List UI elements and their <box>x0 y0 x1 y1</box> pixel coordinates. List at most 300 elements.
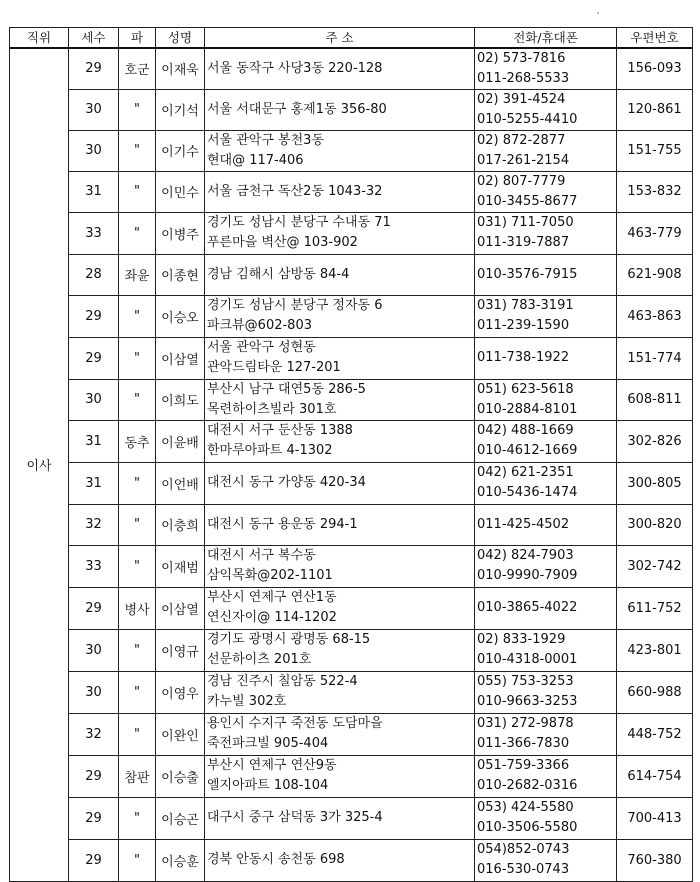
member-name: 이민수 <box>161 186 199 201</box>
phone-cell <box>475 171 617 212</box>
name-cell <box>156 379 205 420</box>
address-line-2: 죽전파크빌 905-404 <box>207 736 329 751</box>
phone-line-2: 010-3506-5580 <box>477 820 578 835</box>
address-line-1: 서울 서대문구 홍제1동 356-80 <box>207 101 387 117</box>
address-cell <box>205 212 475 254</box>
address-cell <box>205 629 475 671</box>
table-row <box>10 89 693 130</box>
phone-line-1: 054)852-0743 <box>477 842 570 857</box>
address-line-1: 대전시 동구 가양동 420-34 <box>207 475 366 490</box>
address-cell <box>205 420 475 462</box>
table-row <box>10 420 693 462</box>
member-name: 이삼열 <box>161 602 199 618</box>
name-cell <box>156 462 205 504</box>
zip-value: 448-752 <box>627 726 682 742</box>
name-cell <box>156 420 205 462</box>
member-name: 이승오 <box>161 310 199 326</box>
name-cell <box>156 171 205 212</box>
phone-line-2: 010-9663-3253 <box>477 694 578 709</box>
phone-cell <box>475 379 617 420</box>
address-line-1: 대전시 서구 둔산동 1388 <box>207 423 353 438</box>
phone-line-1: 011-738-1922 <box>477 350 570 365</box>
member-name: 이재욱 <box>161 63 199 78</box>
zip-value: 463-863 <box>627 308 682 324</box>
phone-cell <box>475 48 617 90</box>
generation-value: 29 <box>85 350 102 366</box>
address-line-1: 서울 관악구 봉천3동 <box>207 132 324 148</box>
phone-cell <box>475 545 617 587</box>
branch-cell <box>119 254 156 295</box>
phone-cell <box>475 755 617 797</box>
member-name: 이종현 <box>161 269 199 284</box>
address-line-2: 목련하이츠빌라 301호 <box>207 401 337 417</box>
generation-cell <box>69 587 119 629</box>
header-generation: 세수 <box>69 28 119 48</box>
generation-cell <box>69 379 119 420</box>
generation-value: 33 <box>85 558 102 574</box>
name-cell <box>156 545 205 587</box>
branch-cell <box>119 48 156 90</box>
phone-cell <box>475 713 617 755</box>
name-cell <box>156 254 205 295</box>
branch-cell <box>119 755 156 797</box>
member-name: 이기석 <box>161 104 199 119</box>
phone-cell <box>475 130 617 171</box>
branch-value: " <box>134 642 140 658</box>
member-name: 이완인 <box>161 728 199 744</box>
name-cell <box>156 212 205 254</box>
phone-line-1: 055) 753-3253 <box>477 674 574 689</box>
member-name: 이병주 <box>161 227 199 243</box>
phone-cell <box>475 629 617 671</box>
member-name: 이승곤 <box>161 812 199 828</box>
generation-value: 31 <box>85 433 102 449</box>
header-branch: 파 <box>119 28 156 48</box>
phone-line-2: 010-5436-1474 <box>477 485 578 500</box>
zip-cell <box>617 337 693 379</box>
phone-line-1: 051-759-3366 <box>477 758 570 773</box>
zip-value: 302-742 <box>627 558 682 574</box>
zip-cell <box>617 629 693 671</box>
table-row <box>10 797 693 839</box>
name-cell <box>156 48 205 90</box>
generation-value: 31 <box>85 184 102 199</box>
generation-value: 29 <box>85 61 102 76</box>
name-cell <box>156 130 205 171</box>
zip-value: 120-861 <box>627 102 682 117</box>
branch-cell <box>119 89 156 130</box>
address-line-1: 부산시 연제구 연산9동 <box>207 758 337 773</box>
table-row <box>10 130 693 171</box>
branch-cell <box>119 337 156 379</box>
phone-line-2: 010-4318-0001 <box>477 652 578 667</box>
address-line-1: 대전시 서구 복수동 <box>207 548 316 563</box>
zip-cell <box>617 171 693 212</box>
generation-value: 30 <box>85 102 102 117</box>
zip-value: 151-774 <box>627 350 682 366</box>
address-line-1: 부산시 연제구 연산1동 <box>207 590 337 605</box>
phone-line-1: 042) 824-7903 <box>477 548 574 563</box>
address-cell <box>205 587 475 629</box>
address-line-2: 파크뷰@602-803 <box>207 318 312 333</box>
address-line-2: 푸른마을 벽산@ 103-902 <box>207 235 358 250</box>
phone-line-2: 011-366-7830 <box>477 736 570 751</box>
member-name: 이승훈 <box>161 854 199 870</box>
generation-value: 32 <box>85 726 102 742</box>
address-line-1: 경북 안동시 송천동 698 <box>207 852 345 867</box>
name-cell <box>156 337 205 379</box>
zip-cell <box>617 797 693 839</box>
zip-cell <box>617 755 693 797</box>
table-row <box>10 171 693 212</box>
branch-cell <box>119 295 156 337</box>
address-cell <box>205 254 475 295</box>
branch-cell <box>119 462 156 504</box>
phone-line-2: 010-3455-8677 <box>477 193 578 209</box>
member-name: 이희도 <box>161 394 199 409</box>
zip-cell <box>617 545 693 587</box>
address-cell <box>205 89 475 130</box>
zip-cell <box>617 130 693 171</box>
branch-value: 호군 <box>124 63 150 78</box>
address-cell <box>205 755 475 797</box>
address-cell <box>205 797 475 839</box>
phone-line-1: 02) 573-7816 <box>477 50 566 66</box>
address-line-1: 용인시 수지구 죽전동 도담마을 <box>207 716 383 731</box>
table-row <box>10 587 693 629</box>
position-label: 이사 <box>26 459 52 474</box>
generation-cell <box>69 797 119 839</box>
generation-cell <box>69 48 119 90</box>
address-line-1: 서울 관악구 성현동 <box>207 340 316 355</box>
name-cell <box>156 587 205 629</box>
generation-value: 29 <box>85 600 102 616</box>
phone-line-1: 010-3865-4022 <box>477 600 578 615</box>
address-line-1: 서울 금천구 독산2동 1043-32 <box>207 183 383 199</box>
member-name: 이삼열 <box>161 352 199 368</box>
branch-value: " <box>134 350 140 366</box>
generation-value: 30 <box>85 684 102 700</box>
branch-cell <box>119 629 156 671</box>
branch-value: " <box>134 392 140 407</box>
branch-cell <box>119 130 156 171</box>
table-row <box>10 755 693 797</box>
zip-cell <box>617 713 693 755</box>
zip-value: 614-754 <box>627 768 682 784</box>
name-cell <box>156 89 205 130</box>
phone-line-1: 02) 872-2877 <box>477 132 566 148</box>
branch-value: " <box>134 308 140 324</box>
address-line-1: 대구시 중구 삼덕동 3가 325-4 <box>207 810 383 825</box>
table-row <box>10 545 693 587</box>
phone-line-1: 031) 272-9878 <box>477 716 574 731</box>
table-row <box>10 212 693 254</box>
address-line-2: 한마루아파트 4-1302 <box>207 443 333 458</box>
branch-value: " <box>134 143 140 158</box>
zip-value: 423-801 <box>627 642 682 658</box>
phone-line-1: 031) 711-7050 <box>477 215 574 230</box>
address-cell <box>205 337 475 379</box>
phone-cell <box>475 462 617 504</box>
generation-cell <box>69 130 119 171</box>
member-name: 이재범 <box>161 560 199 576</box>
phone-line-2: 017-261-2154 <box>477 152 570 168</box>
address-cell <box>205 295 475 337</box>
name-cell <box>156 755 205 797</box>
phone-line-1: 010-3576-7915 <box>477 266 578 282</box>
branch-cell <box>119 797 156 839</box>
header-row <box>10 28 693 48</box>
branch-value: " <box>134 102 140 117</box>
zip-value: 463-779 <box>627 225 682 241</box>
branch-cell <box>119 379 156 420</box>
name-cell <box>156 671 205 713</box>
phone-line-1: 053) 424-5580 <box>477 800 574 815</box>
zip-value: 608-811 <box>627 392 682 407</box>
header-position: 직위 <box>10 28 69 48</box>
branch-cell <box>119 171 156 212</box>
zip-value: 300-820 <box>627 517 682 532</box>
zip-cell <box>617 504 693 545</box>
address-line-2: 삼익목화@202-1101 <box>207 568 333 583</box>
branch-value: " <box>134 810 140 826</box>
branch-cell <box>119 671 156 713</box>
address-line-1: 경기도 성남시 분당구 수내동 71 <box>207 215 391 230</box>
address-line-1: 경남 진주시 칠암동 522-4 <box>207 674 358 689</box>
branch-value: " <box>134 852 140 868</box>
generation-value: 32 <box>85 517 102 532</box>
member-name: 이기수 <box>161 145 199 160</box>
address-cell <box>205 839 475 881</box>
zip-value: 302-826 <box>627 433 682 449</box>
phone-cell <box>475 839 617 881</box>
table-row <box>10 671 693 713</box>
phone-line-2: 010-9990-7909 <box>477 568 578 583</box>
header-zip: 우편번호 <box>617 28 693 48</box>
member-name: 이충희 <box>161 519 199 534</box>
table-row <box>10 379 693 420</box>
member-rows <box>10 48 693 882</box>
generation-cell <box>69 755 119 797</box>
zip-cell <box>617 587 693 629</box>
zip-cell <box>617 671 693 713</box>
table-row <box>10 462 693 504</box>
header-name: 성명 <box>156 28 205 48</box>
phone-line-1: 031) 783-3191 <box>477 298 574 313</box>
phone-line-2: 010-5255-4410 <box>477 111 578 127</box>
generation-value: 28 <box>85 267 102 282</box>
branch-value: " <box>134 225 140 241</box>
member-name: 이영우 <box>161 686 199 702</box>
address-line-1: 경기도 광명시 광명동 68-15 <box>207 632 371 647</box>
address-line-2: 엘지아파트 108-104 <box>207 778 329 793</box>
header-address: 주 소 <box>205 28 475 48</box>
address-line-2: 연신자이@ 114-1202 <box>207 610 337 625</box>
branch-value: 동추 <box>124 435 150 451</box>
branch-value: " <box>134 726 140 742</box>
member-name: 이승출 <box>161 770 199 786</box>
branch-cell <box>119 212 156 254</box>
phone-line-2: 010-4612-1669 <box>477 443 578 458</box>
phone-line-1: 042) 621-2351 <box>477 465 574 480</box>
table-row <box>10 713 693 755</box>
phone-cell <box>475 587 617 629</box>
address-line-1: 경남 김해시 삼방동 84-4 <box>207 266 350 282</box>
generation-value: 33 <box>85 225 102 241</box>
branch-value: " <box>134 184 140 199</box>
zip-value: 760-380 <box>627 852 682 868</box>
generation-cell <box>69 254 119 295</box>
phone-cell <box>475 89 617 130</box>
address-line-1: 서울 동작구 사당3동 220-128 <box>207 60 383 76</box>
phone-cell <box>475 671 617 713</box>
generation-cell <box>69 545 119 587</box>
zip-value: 700-413 <box>627 810 682 826</box>
phone-cell <box>475 337 617 379</box>
phone-line-1: 02) 807-7779 <box>477 173 566 189</box>
branch-cell <box>119 504 156 545</box>
address-cell <box>205 379 475 420</box>
generation-value: 29 <box>85 852 102 868</box>
zip-value: 151-755 <box>627 143 682 158</box>
generation-cell <box>69 212 119 254</box>
zip-cell <box>617 462 693 504</box>
table-row <box>10 295 693 337</box>
branch-cell <box>119 587 156 629</box>
address-line-1: 경기도 성남시 분당구 정자동 6 <box>207 298 383 313</box>
address-cell <box>205 462 475 504</box>
zip-cell <box>617 839 693 881</box>
zip-cell <box>617 420 693 462</box>
name-cell <box>156 629 205 671</box>
address-line-2: 카누빌 302호 <box>207 694 287 709</box>
name-cell <box>156 713 205 755</box>
table-row <box>10 504 693 545</box>
generation-value: 31 <box>85 475 102 491</box>
zip-value: 621-908 <box>627 267 682 282</box>
name-cell <box>156 295 205 337</box>
phone-line-2: 010-2682-0316 <box>477 778 578 793</box>
phone-line-2: 011-268-5533 <box>477 70 570 86</box>
phone-cell <box>475 504 617 545</box>
branch-value: " <box>134 517 140 532</box>
generation-cell <box>69 337 119 379</box>
zip-cell <box>617 295 693 337</box>
zip-cell <box>617 379 693 420</box>
branch-value: 병사 <box>124 602 150 618</box>
position-cell <box>10 48 69 882</box>
table-row <box>10 48 693 90</box>
address-cell <box>205 504 475 545</box>
table-row <box>10 254 693 295</box>
generation-cell <box>69 671 119 713</box>
branch-value: " <box>134 475 140 491</box>
address-cell <box>205 545 475 587</box>
generation-value: 29 <box>85 768 102 784</box>
phone-line-1: 042) 488-1669 <box>477 423 574 438</box>
phone-line-2: 010-2884-8101 <box>477 401 578 417</box>
branch-cell <box>119 545 156 587</box>
generation-cell <box>69 420 119 462</box>
name-cell <box>156 504 205 545</box>
member-name: 이언배 <box>161 477 199 493</box>
generation-cell <box>69 462 119 504</box>
phone-line-2: 016-530-0743 <box>477 862 570 877</box>
zip-value: 300-805 <box>627 475 682 491</box>
branch-value: 좌윤 <box>124 269 150 284</box>
address-cell <box>205 171 475 212</box>
zip-value: 660-988 <box>627 684 682 700</box>
name-cell <box>156 797 205 839</box>
generation-cell <box>69 504 119 545</box>
zip-value: 156-093 <box>627 61 682 76</box>
phone-cell <box>475 295 617 337</box>
address-line-1: 대전시 동구 용운동 294-1 <box>207 516 358 532</box>
generation-cell <box>69 89 119 130</box>
generation-cell <box>69 295 119 337</box>
branch-value: " <box>134 558 140 574</box>
zip-cell <box>617 48 693 90</box>
address-cell <box>205 48 475 90</box>
table-row <box>10 839 693 881</box>
phone-cell <box>475 254 617 295</box>
phone-line-1: 011-425-4502 <box>477 516 570 532</box>
generation-cell <box>69 839 119 881</box>
table-row <box>10 337 693 379</box>
phone-cell <box>475 212 617 254</box>
generation-value: 30 <box>85 143 102 158</box>
address-cell <box>205 130 475 171</box>
address-line-1: 부산시 남구 대연5동 286-5 <box>207 381 366 397</box>
phone-line-2: 011-239-1590 <box>477 318 570 333</box>
phone-line-1: 02) 391-4524 <box>477 91 566 107</box>
phone-line-1: 02) 833-1929 <box>477 632 566 647</box>
header-phone: 전화/휴대폰 <box>475 28 617 48</box>
member-name: 이영규 <box>161 644 199 660</box>
name-cell <box>156 839 205 881</box>
address-cell <box>205 671 475 713</box>
member-table <box>9 27 693 882</box>
phone-line-1: 051) 623-5618 <box>477 381 574 397</box>
generation-cell <box>69 713 119 755</box>
zip-value: 611-752 <box>627 600 682 616</box>
branch-value: 참판 <box>124 770 150 786</box>
generation-value: 29 <box>85 308 102 324</box>
table-row <box>10 629 693 671</box>
phone-cell <box>475 797 617 839</box>
zip-cell <box>617 212 693 254</box>
generation-cell <box>69 171 119 212</box>
generation-value: 29 <box>85 810 102 826</box>
zip-cell <box>617 254 693 295</box>
branch-cell <box>119 713 156 755</box>
phone-cell <box>475 420 617 462</box>
member-directory <box>9 27 692 882</box>
member-name: 이윤배 <box>161 435 199 451</box>
branch-value: " <box>134 684 140 700</box>
branch-cell <box>119 839 156 881</box>
zip-value: 153-832 <box>627 184 682 199</box>
phone-line-2: 011-319-7887 <box>477 235 570 250</box>
zip-cell <box>617 89 693 130</box>
scan-speck: ' <box>597 11 600 20</box>
generation-value: 30 <box>85 392 102 407</box>
address-line-2: 선문하이츠 201호 <box>207 652 312 667</box>
generation-value: 30 <box>85 642 102 658</box>
address-cell <box>205 713 475 755</box>
address-line-2: 관악드림타운 127-201 <box>207 360 341 375</box>
generation-cell <box>69 629 119 671</box>
